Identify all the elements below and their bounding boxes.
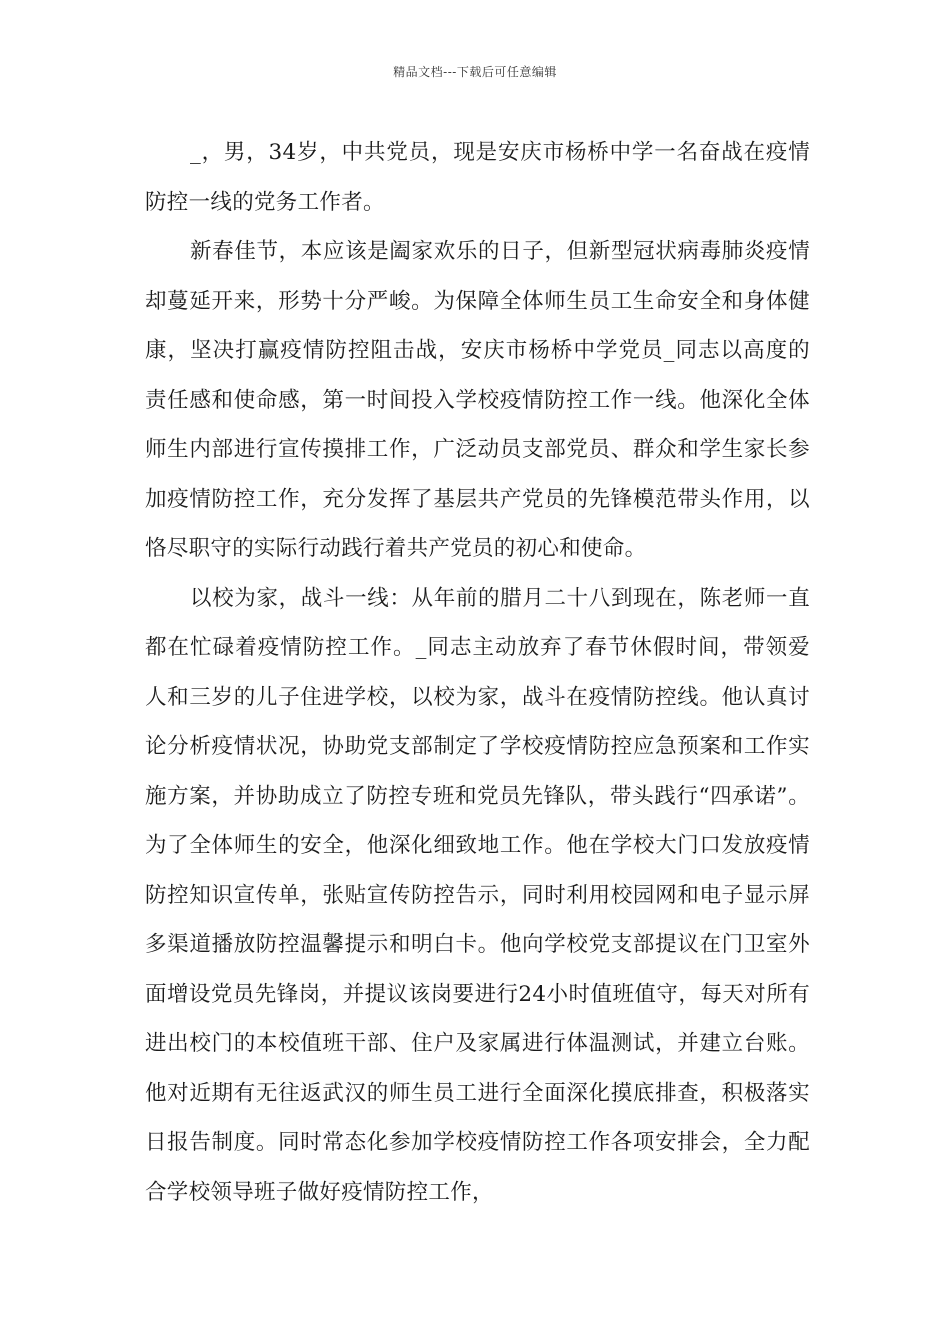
- page-header: 精品文档---下载后可任意编辑: [393, 65, 557, 79]
- paragraph-intro: _，男，34岁，中共党员，现是安庆市杨桥中学一名奋战在疫情防控一线的党务工作者。: [145, 140, 810, 215]
- paragraph-frontline: 以校为家，战斗一线：从年前的腊月二十八到现在，陈老师一直都在忙碌着疫情防控工作。_同志主动放弃了春节休假时间，带领爱人和三岁的儿子住进学校，以校为家，战斗在疫情防控线。他认真讨论分析疫情状况，协助党支部制定了学校疫情防控应急预案和工作实施方案，并协助成立了防控专班和党员先锋队，带头践行“四承诺”。为了全体师生的安全，他深化细致地工作。他在学校大门口发放疫情防控知识宣传单，张贴宣传防控告示，同时利用校园网和电子显示屏多渠道播放防控温馨提示和明白卡。他向学校党支部提议在门卫室外面增设党员先锋岗，并提议该岗要进行24小时值班值守，每天对所有进出校门的本校值班干部、住户及家属进行体温测试，并建立台账。他对近期有无往返武汉的师生员工进行全面深化摸底排查，积极落实日报告制度。同时常态化参加学校疫情防控工作各项安排会，全力配合学校领导班子做好疫情防控工作，: [145, 585, 810, 1205]
- document-body: [145, 128, 810, 1217]
- paragraph-background: 新春佳节，本应该是阖家欢乐的日子，但新型冠状病毒肺炎疫情却蔓延开来，形势十分严峻。为保障全体师生员工生命安全和身体健康，坚决打赢疫情防控阻击战，安庆市杨桥中学党员_同志以高度的责任感和使命感，第一时间投入学校疫情防控工作一线。他深化全体师生内部进行宣传摸排工作，广泛动员支部党员、群众和学生家长参加疫情防控工作，充分发挥了基层共产党员的先锋模范带头作用，以恪尽职守的实际行动践行着共产党员的初心和使命。: [145, 239, 810, 561]
